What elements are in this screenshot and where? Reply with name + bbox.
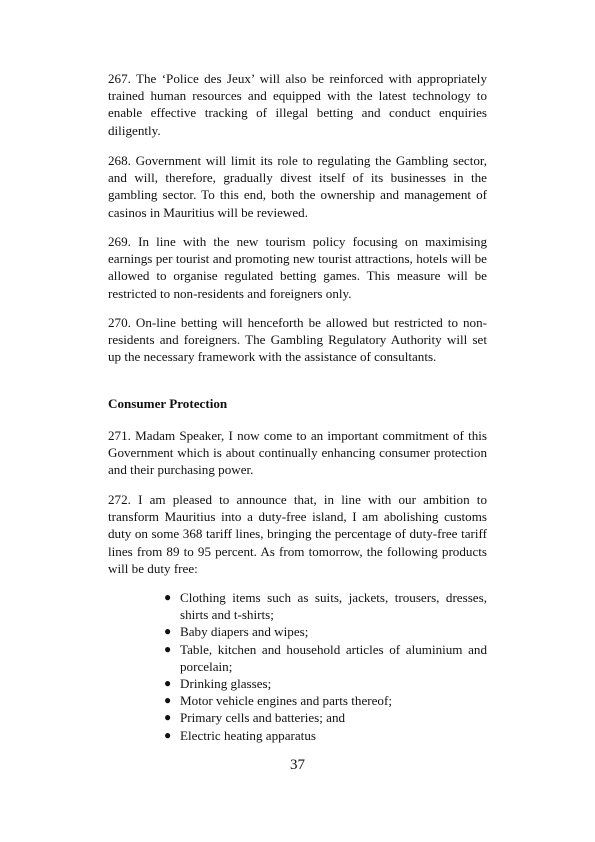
- list-item-text: Electric heating apparatus: [180, 727, 316, 743]
- list-item-text: Motor vehicle engines and parts thereof;: [180, 693, 392, 709]
- bullet-icon: ●: [164, 590, 172, 604]
- list-item: [164, 692, 487, 709]
- duty-free-products-list: [164, 589, 487, 744]
- paragraph-271: 271. Madam Speaker, I now come to an important commitment of this Government which is about continually enhancing consumer protection and their purchasing power.: [108, 428, 487, 478]
- paragraph-272: 272. I am pleased to announce that, in line with our ambition to transform Mauritius into a duty-free island, I am abolishing customs duty on some 368 tariff lines, bringing the percentage of duty-free tariff lines from 89 to 95 percent. As from tomorrow, the following products will be duty free:: [108, 492, 487, 576]
- list-item-text: Clothing items such as suits, jackets, trousers, dresses, shirts and t-shirts;: [180, 590, 487, 623]
- bullet-icon: ●: [164, 710, 172, 725]
- list-item-text: Baby diapers and wipes;: [180, 624, 309, 640]
- list-item: [164, 641, 487, 675]
- bullet-icon: ●: [164, 624, 172, 639]
- list-item-text: Table, kitchen and household articles of aluminium and porcelain;: [180, 641, 487, 674]
- bullet-icon: ●: [164, 641, 172, 656]
- paragraph-270: 270. On-line betting will henceforth be allowed but restricted to non-residents and foreigners. The Gambling Regulatory Authority will set up the necessary framework with the assistance of consultants.: [108, 315, 487, 365]
- paragraph-268: 268. Government will limit its role to regulating the Gambling sector, and will, therefore, gradually divest itself of its businesses in the gambling sector. To this end, both the ownership and management of casinos in Mauritius will be reviewed.: [108, 153, 487, 220]
- list-item-text: Drinking glasses;: [180, 676, 272, 692]
- list-item: [164, 727, 487, 744]
- paragraph-269: 269. In line with the new tourism policy focusing on maximising earnings per tourist and promoting new tourist attractions, hotels will be allowed to organise regulated betting games. This measure will be restricted to non-residents and foreigners only.: [108, 234, 487, 301]
- paragraph-267: 267. The ‘Police des Jeux’ will also be reinforced with appropriately trained human resources and equipped with the latest technology to enable effective tracking of illegal betting and conduct enquiries diligently.: [108, 71, 487, 138]
- list-item: [164, 709, 487, 726]
- list-item: [164, 589, 487, 623]
- list-item-text: Primary cells and batteries; and: [180, 710, 346, 726]
- bullet-icon: ●: [164, 727, 172, 742]
- list-item: [164, 623, 487, 640]
- list-item: [164, 675, 487, 692]
- bullet-icon: ●: [164, 693, 172, 708]
- bullet-icon: ●: [164, 676, 172, 691]
- section-heading: Consumer Protection: [108, 396, 228, 411]
- page-number: 37: [290, 757, 305, 773]
